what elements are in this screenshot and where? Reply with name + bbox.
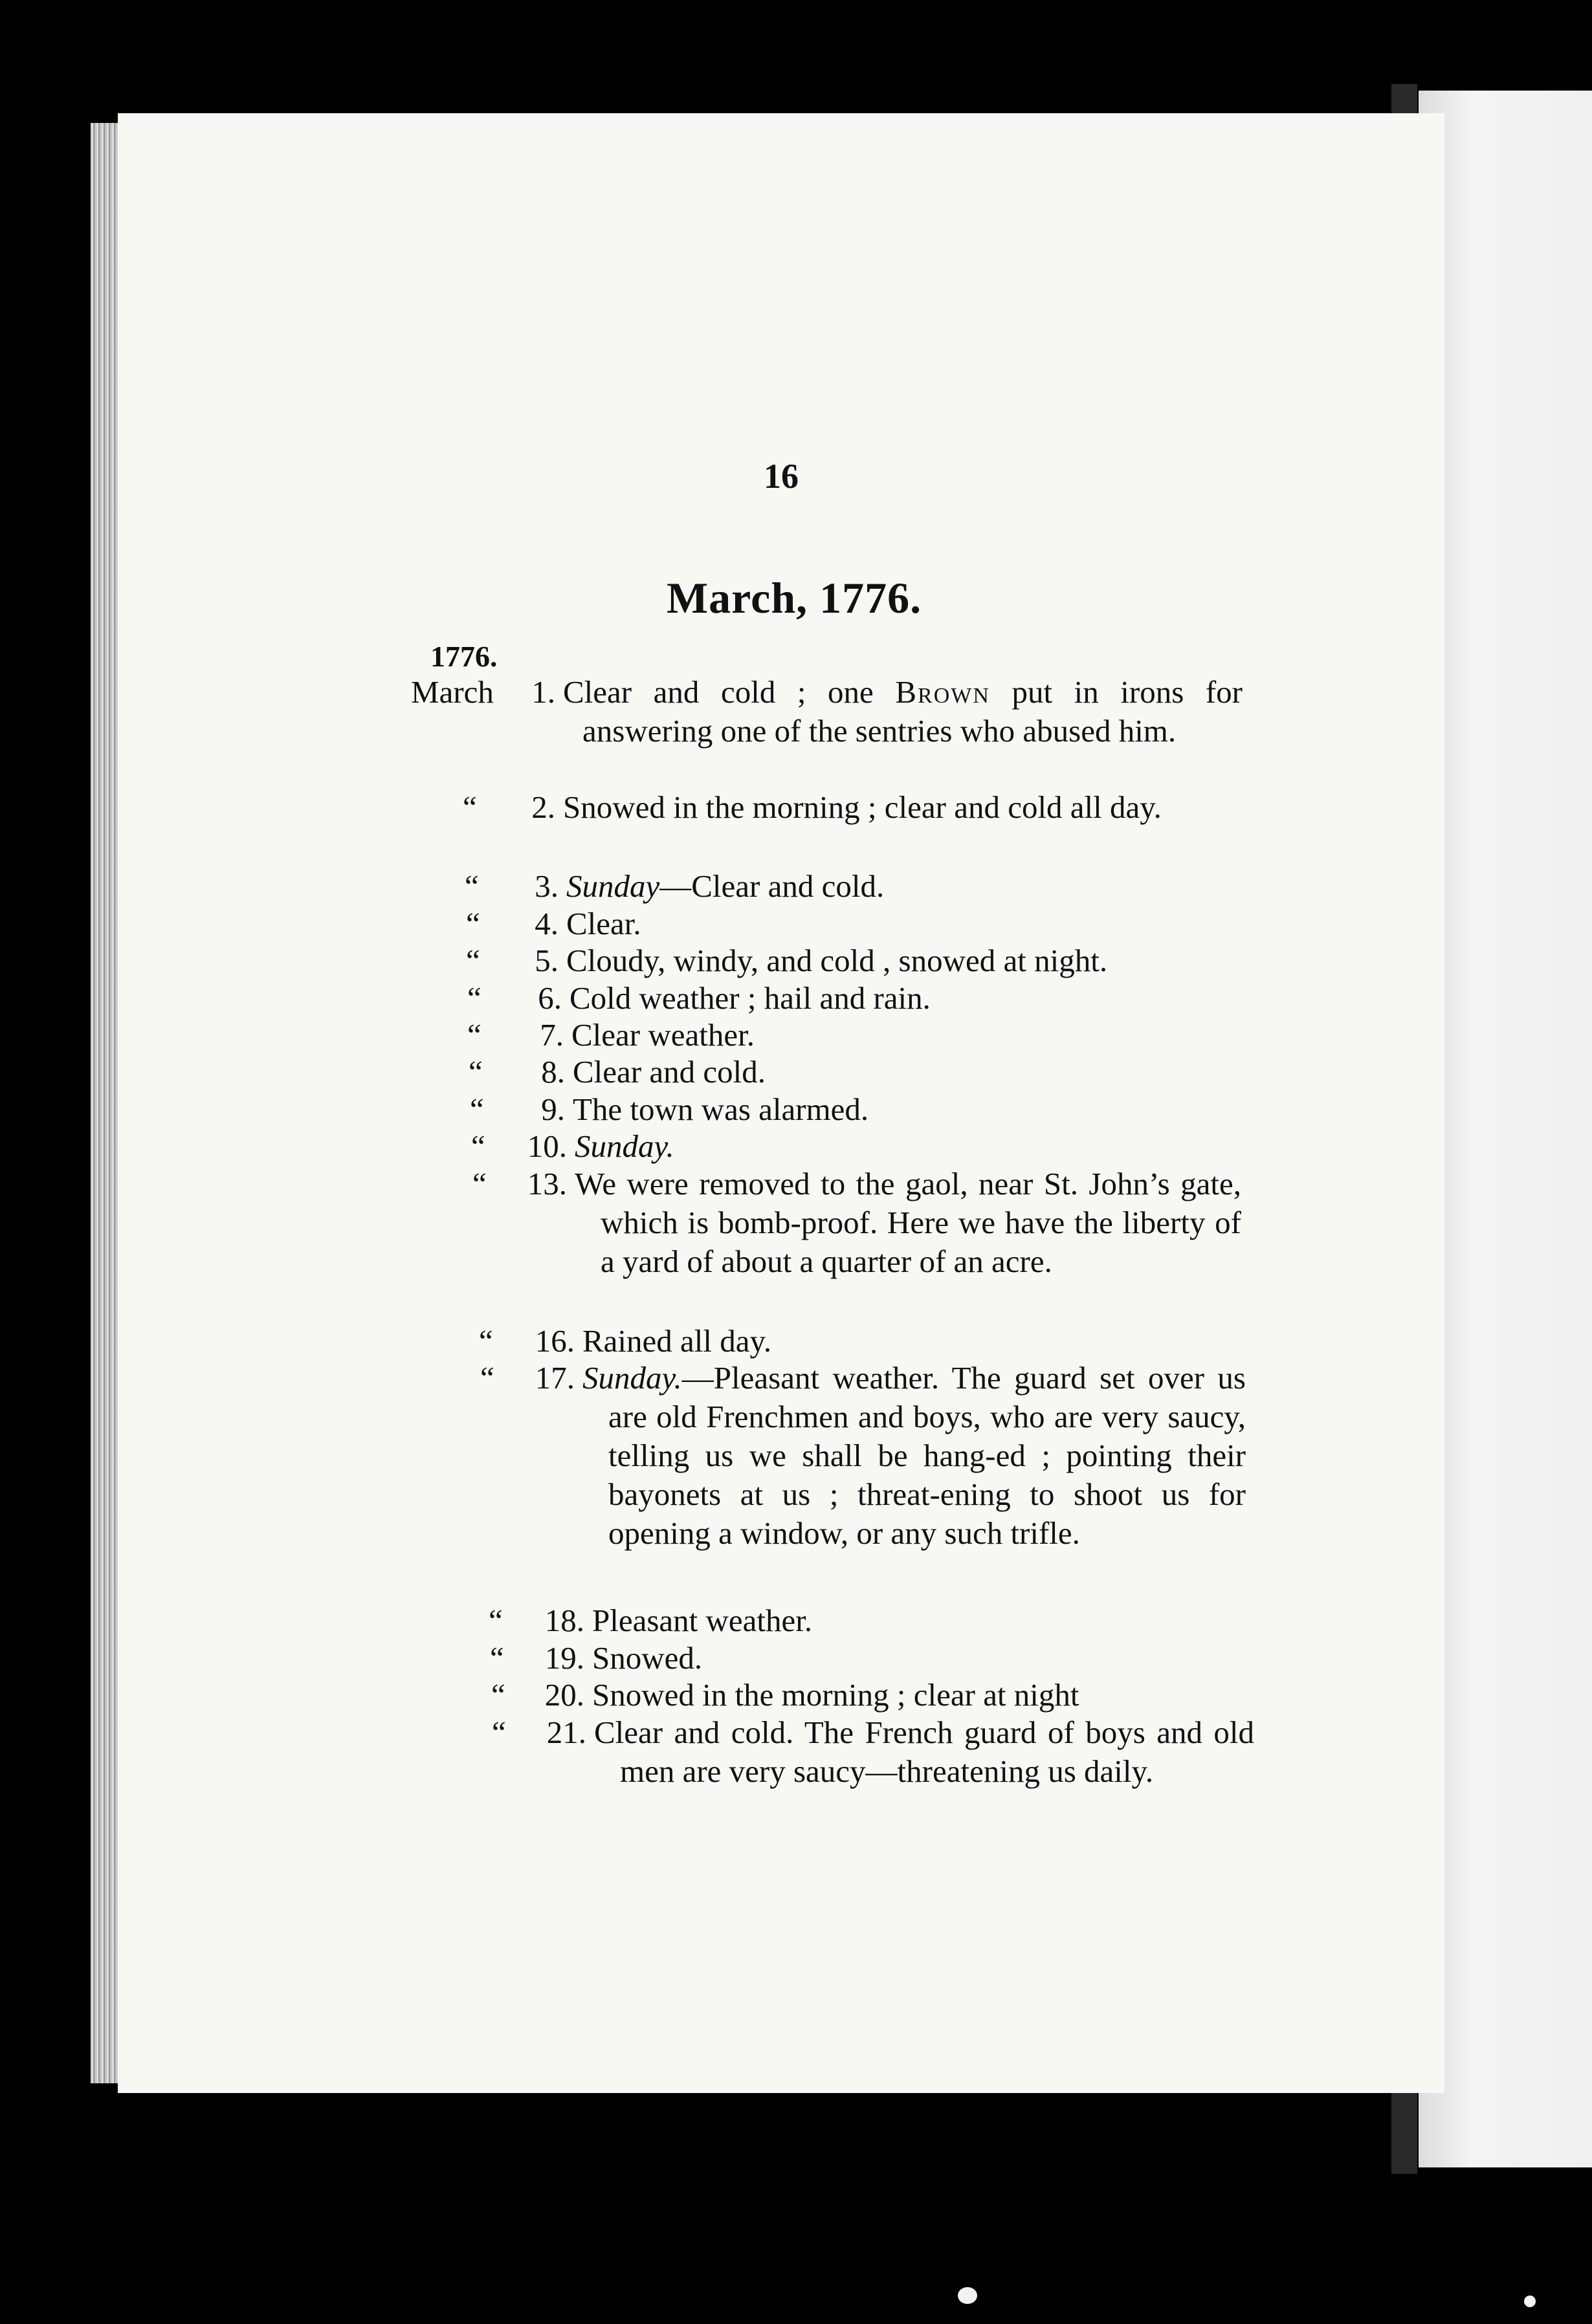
entry-text: [569, 979, 1265, 1018]
entry-month: “: [480, 1360, 494, 1396]
entry-month: “: [465, 868, 479, 904]
entry-text: [582, 1322, 1255, 1361]
entry-day: 1.: [531, 674, 555, 710]
entry-month: “: [490, 1640, 504, 1676]
entry-text: [563, 673, 1243, 751]
entry-day: 3.: [535, 868, 558, 904]
entry-day: 6.: [538, 980, 562, 1016]
entry-text-run: Clear weather.: [571, 1017, 755, 1053]
entry-text-run: The town was alarmed.: [573, 1091, 869, 1127]
entry-text: [582, 1359, 1246, 1553]
entry-day: 20.: [544, 1677, 584, 1713]
entry-month: “: [470, 1091, 484, 1127]
entry-text: [566, 941, 1262, 980]
entry-month: “: [467, 1017, 481, 1053]
entry-day: 7.: [540, 1017, 564, 1053]
page-heading: March, 1776.: [667, 573, 922, 622]
entry-text: [575, 1127, 1270, 1166]
entry-text: [566, 867, 1249, 906]
scan-speck: [958, 2287, 977, 2304]
facing-page: [1419, 91, 1592, 2167]
entry-text: [592, 1639, 1252, 1678]
entry-day: 10.: [527, 1128, 567, 1164]
entry-day: 9.: [541, 1091, 565, 1127]
entry-text-run: We were removed to the gaol, near St. John’s gate, which is bomb-proof. Here we have the liberty of a yard of about a quarter of an acre.: [575, 1166, 1241, 1279]
entry-month: “: [463, 789, 477, 825]
entry-text-run: Cold weather ; hail and rain.: [569, 980, 931, 1016]
entry-month: “: [479, 1323, 493, 1359]
entry-text: [571, 1016, 1267, 1055]
entry-text-run: Clear and cold.: [573, 1054, 766, 1090]
entry-month: “: [489, 1603, 503, 1638]
entry-text-run: Clear and cold ; one: [563, 674, 896, 710]
entry-text-run: put in irons for answering one of the sentries who abused him.: [582, 674, 1243, 749]
entry-day: 16.: [535, 1323, 575, 1359]
entry-text: [594, 1713, 1254, 1791]
entry-month: “: [469, 1054, 483, 1090]
entry-text-run: Snowed.: [592, 1640, 703, 1676]
entry-text-run: Snowed in the morning ; clear at night: [592, 1677, 1079, 1713]
entry-italic-text: Sunday.: [582, 1360, 682, 1396]
entry-text-run: Snowed in the morning ; clear and cold all day.: [563, 789, 1162, 825]
entry-day: 13.: [527, 1166, 567, 1201]
year-label: 1776.: [430, 640, 498, 673]
entry-italic-text: Sunday: [566, 868, 660, 904]
entry-day: 21.: [546, 1715, 586, 1750]
entry-day: 8.: [541, 1054, 565, 1090]
entry-text: [592, 1676, 1252, 1715]
entry-month: “: [471, 1128, 485, 1164]
entry-month: “: [492, 1715, 506, 1750]
entry-month: “: [466, 943, 480, 978]
entry-text-run: Cloudy, windy, and cold , snowed at night.: [566, 943, 1108, 978]
entry-day: 2.: [531, 789, 555, 825]
entry-text-run: —Clear and cold.: [659, 868, 885, 904]
entry-month: “: [467, 980, 481, 1016]
entry-month: “: [472, 1166, 487, 1201]
entry-day: 5.: [535, 943, 558, 978]
entry-day: 4.: [535, 906, 558, 941]
entry-text: [566, 904, 1249, 943]
entry-name-small-caps: Brown: [895, 674, 990, 710]
entry-text-run: Clear and cold. The French guard of boys and old men are very saucy—threatening us daily.: [594, 1715, 1254, 1789]
entry-month: “: [466, 906, 480, 941]
scan-speck: [1524, 2296, 1536, 2307]
entry-month: March: [411, 674, 494, 710]
entry-text: [573, 1053, 1268, 1091]
entry-month: “: [491, 1677, 505, 1713]
entry-text-run: Pleasant weather.: [592, 1603, 813, 1638]
entry-italic-text: Sunday.: [575, 1128, 674, 1164]
book-page-edges: [91, 123, 120, 2083]
entry-text: [575, 1165, 1241, 1281]
entry-text: [573, 1090, 1268, 1129]
page-number: 16: [764, 457, 799, 496]
entry-day: 19.: [544, 1640, 584, 1676]
entry-text: [563, 788, 1246, 827]
entry-day: 17.: [535, 1360, 575, 1396]
entry-text: [592, 1601, 1252, 1640]
entry-text-run: Rained all day.: [582, 1323, 772, 1359]
entry-text-run: Clear.: [566, 906, 641, 941]
entry-day: 18.: [544, 1603, 584, 1638]
entry-text-run: —Pleasant weather. The guard set over us are old Frenchmen and boys, who are very saucy, telling us we shall be hang-ed ; pointing their bayonets at us ; threat-ening to shoot us for opening a window, or any such trifle.: [608, 1360, 1246, 1551]
